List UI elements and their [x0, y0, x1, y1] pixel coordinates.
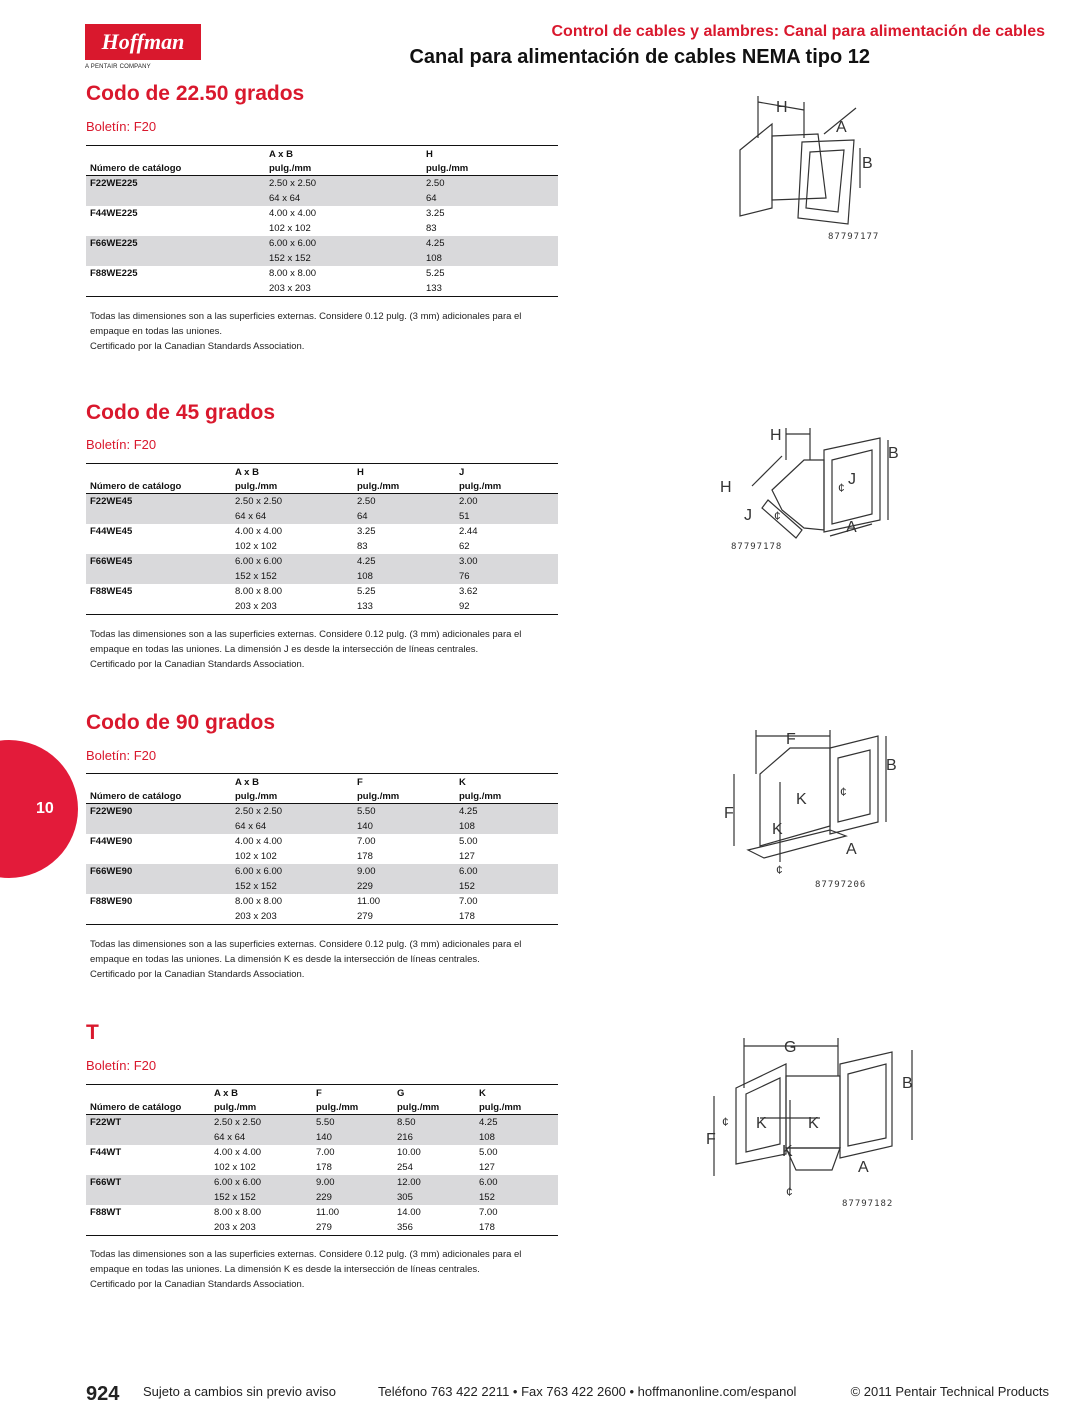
dim-label: B [902, 1075, 913, 1092]
dim-label: H [776, 99, 788, 116]
table-row: 152 x 152 229 152 [86, 879, 558, 894]
table-row: F88WE90 8.00 x 8.00 11.00 7.00 [90, 896, 478, 907]
dim-label: K [772, 821, 783, 838]
table-row: F66WE225 6.00 x 6.00 4.25 [86, 236, 558, 251]
table-row: F44WE225 4.00 x 4.00 3.25 [90, 208, 445, 219]
table-row: 64 x 64 64 51 [86, 509, 558, 524]
bulletin-label: Boletín: F20 [86, 437, 157, 452]
dim-label: A [836, 119, 847, 136]
table-row: 102 x 102 83 62 [235, 541, 470, 552]
section-tab-number: 10 [36, 800, 54, 817]
table-row: 203 x 203 279 178 [86, 909, 558, 925]
dim-label: B [886, 757, 897, 774]
table-row: 102 x 102 178 254 127 [214, 1162, 495, 1173]
table-notes: Todas las dimensiones son a las superficies externas. Considere 0.12 pulg. (3 mm) adicionales para el empaque en todas las uniones. La dimensión J es desde la intersección de líneas centrales. Certificado por la Canadian Standards Association. [90, 629, 522, 670]
dim-label: A [846, 519, 857, 536]
centerline-label: ¢ [838, 481, 845, 495]
spec-table-codo-90: A x B F K Número de catálogo pulg./mm pulg./mm pulg./mm F22WE90 2.50 x 2.50 5.50 4.25 64 x 64 140 108 F44WE90 4.00 x 4.00 7.00 5.00 102 x 102 178 127 F66WE90 6.00 x 6.00 9.00 6.00 152 x 152 229 152 F88WE90 8.00 x 8.00 11.00 7.00 203 x 203 279 178 [86, 773, 558, 925]
dim-label: H [720, 479, 732, 496]
footer-notice: Sujeto a cambios sin previo aviso [143, 1384, 336, 1399]
dim-label: K [782, 1143, 793, 1160]
table-row: F44WE90 4.00 x 4.00 7.00 5.00 [90, 836, 478, 847]
dim-label: B [862, 155, 873, 172]
page-title: Canal para alimentación de cables NEMA tipo 12 [409, 46, 870, 68]
table-row: F44WE45 4.00 x 4.00 3.25 2.44 [90, 526, 478, 537]
figure-number: 87797178 [731, 542, 783, 552]
table-row: 152 x 152 108 76 [86, 569, 558, 584]
spec-table-codo-45: A x B H J Número de catálogo pulg./mm pulg./mm pulg./mm F22WE45 2.50 x 2.50 2.50 2.00 64 x 64 64 51 F44WE45 4.00 x 4.00 3.25 2.44 102 x 102 83 62 F66WE45 6.00 x 6.00 4.25 3.00 152 x 152 108 76 F88WE45 8.00 x 8.00 5.25 3.62 203 x 203 133 92 [86, 463, 558, 615]
table-row: 102 x 102 178 127 [235, 851, 475, 862]
table-row: 152 x 152 229 305 152 [86, 1190, 558, 1205]
figure-number: 87797182 [842, 1199, 894, 1209]
table-row: F88WT 8.00 x 8.00 11.00 14.00 7.00 [90, 1207, 498, 1218]
section-title-codo-45: Codo de 45 grados [86, 401, 276, 424]
figure-number: 87797177 [828, 232, 880, 242]
elbow-22-diagram [728, 88, 898, 228]
hoffman-logo [85, 24, 201, 70]
dim-label: K [796, 791, 807, 808]
section-title-codo-22: Codo de 22.50 grados [86, 82, 305, 105]
bulletin-label: Boletín: F20 [86, 1058, 157, 1073]
table-row: 64 x 64 64 [86, 191, 558, 206]
logo-tagline: A PENTAIR COMPANY [85, 64, 151, 70]
table-row: 203 x 203 133 [86, 281, 558, 297]
dim-label: F [706, 1131, 716, 1148]
page-number: 924 [86, 1383, 120, 1405]
table-row: F88WE225 8.00 x 8.00 5.25 [90, 268, 445, 279]
centerline-label: ¢ [786, 1185, 793, 1199]
table-row: 203 x 203 279 356 178 [86, 1220, 558, 1236]
bulletin-label: Boletín: F20 [86, 119, 157, 134]
spec-table-codo-22: A x B H Número de catálogo pulg./mm pulg./mm F22WE225 2.50 x 2.50 2.50 64 x 64 64 F44WE225 4.00 x 4.00 3.25 102 x 102 83 F66WE225 6.00 x 6.00 4.25 152 x 152 108 F88WE225 8.00 x 8.00 5.25 203 x 203 133 [86, 145, 558, 297]
table-row: 102 x 102 83 [269, 223, 437, 234]
table-row: 64 x 64 140 216 108 [86, 1130, 558, 1145]
elbow-45-diagram [712, 420, 912, 545]
table-row: F22WE45 2.50 x 2.50 2.50 2.00 [86, 494, 558, 510]
header-subtitle: Control de cables y alambres: Canal para alimentación de cables [551, 23, 1045, 40]
table-row: F22WE90 2.50 x 2.50 5.50 4.25 [86, 804, 558, 820]
centerline-label: ¢ [722, 1115, 729, 1129]
dim-label: G [784, 1039, 797, 1056]
table-notes: Todas las dimensiones son a las superficies externas. Considere 0.12 pulg. (3 mm) adicionales para el empaque en todas las uniones. La dimensión K es desde la intersección de líneas centrales. Certificado por la Canadian Standards Association. [90, 1249, 522, 1290]
elbow-90-diagram [720, 722, 910, 877]
table-row: F44WT 4.00 x 4.00 7.00 10.00 5.00 [90, 1147, 498, 1158]
section-title-codo-90: Codo de 90 grados [86, 711, 276, 734]
dim-label: A [846, 841, 857, 858]
table-row: F66WE90 6.00 x 6.00 9.00 6.00 [86, 864, 558, 879]
table-row: F22WE225 2.50 x 2.50 2.50 [86, 176, 558, 192]
table-row: F66WT 6.00 x 6.00 9.00 12.00 6.00 [86, 1175, 558, 1190]
centerline-label: ¢ [774, 509, 781, 523]
table-row: 203 x 203 133 92 [86, 599, 558, 615]
tee-diagram [700, 1030, 920, 1200]
centerline-label: ¢ [776, 863, 783, 877]
table-row: F88WE45 8.00 x 8.00 5.25 3.62 [90, 586, 478, 597]
dim-label: F [786, 731, 796, 748]
spec-table-tee: A x B F G K Número de catálogo pulg./mm pulg./mm pulg./mm pulg./mm F22WT 2.50 x 2.50 5.50 8.50 4.25 64 x 64 140 216 108 F44WT 4.00 x 4.00 7.00 10.00 5.00 102 x 102 178 254 127 F66WT 6.00 x 6.00 9.00 12.00 6.00 152 x 152 229 305 152 F88WT 8.00 x 8.00 11.00 14.00 7.00 203 x 203 279 356 178 [86, 1084, 558, 1236]
dim-label: K [808, 1115, 819, 1132]
dim-label: J [848, 471, 856, 488]
dim-label: B [888, 445, 899, 462]
dim-label: A [858, 1159, 869, 1176]
table-row: F66WE45 6.00 x 6.00 4.25 3.00 [86, 554, 558, 569]
table-notes: Todas las dimensiones son a las superficies externas. Considere 0.12 pulg. (3 mm) adicionales para el empaque en todas las uniones. La dimensión K es desde la intersección de líneas centrales. Certificado por la Canadian Standards Association. [90, 939, 522, 980]
section-title-tee: T [86, 1021, 99, 1044]
logo-brand: Hoffman [85, 24, 201, 60]
table-row: 152 x 152 108 [86, 251, 558, 266]
figure-number: 87797206 [815, 880, 867, 890]
table-row: F22WT 2.50 x 2.50 5.50 8.50 4.25 [86, 1115, 558, 1131]
table-row: 64 x 64 140 108 [86, 819, 558, 834]
table-notes: Todas las dimensiones son a las superficies externas. Considere 0.12 pulg. (3 mm) adicionales para el empaque en todas las uniones. Certificado por la Canadian Standards Association. [90, 311, 522, 352]
dim-label: H [770, 427, 782, 444]
dim-label: K [756, 1115, 767, 1132]
footer-contact: Teléfono 763 422 2211 • Fax 763 422 2600 • hoffmanonline.com/espanol [378, 1384, 797, 1399]
footer-copyright: © 2011 Pentair Technical Products [850, 1384, 1049, 1399]
dim-label: J [744, 507, 752, 524]
bulletin-label: Boletín: F20 [86, 748, 157, 763]
dim-label: F [724, 805, 734, 822]
centerline-label: ¢ [840, 785, 847, 799]
